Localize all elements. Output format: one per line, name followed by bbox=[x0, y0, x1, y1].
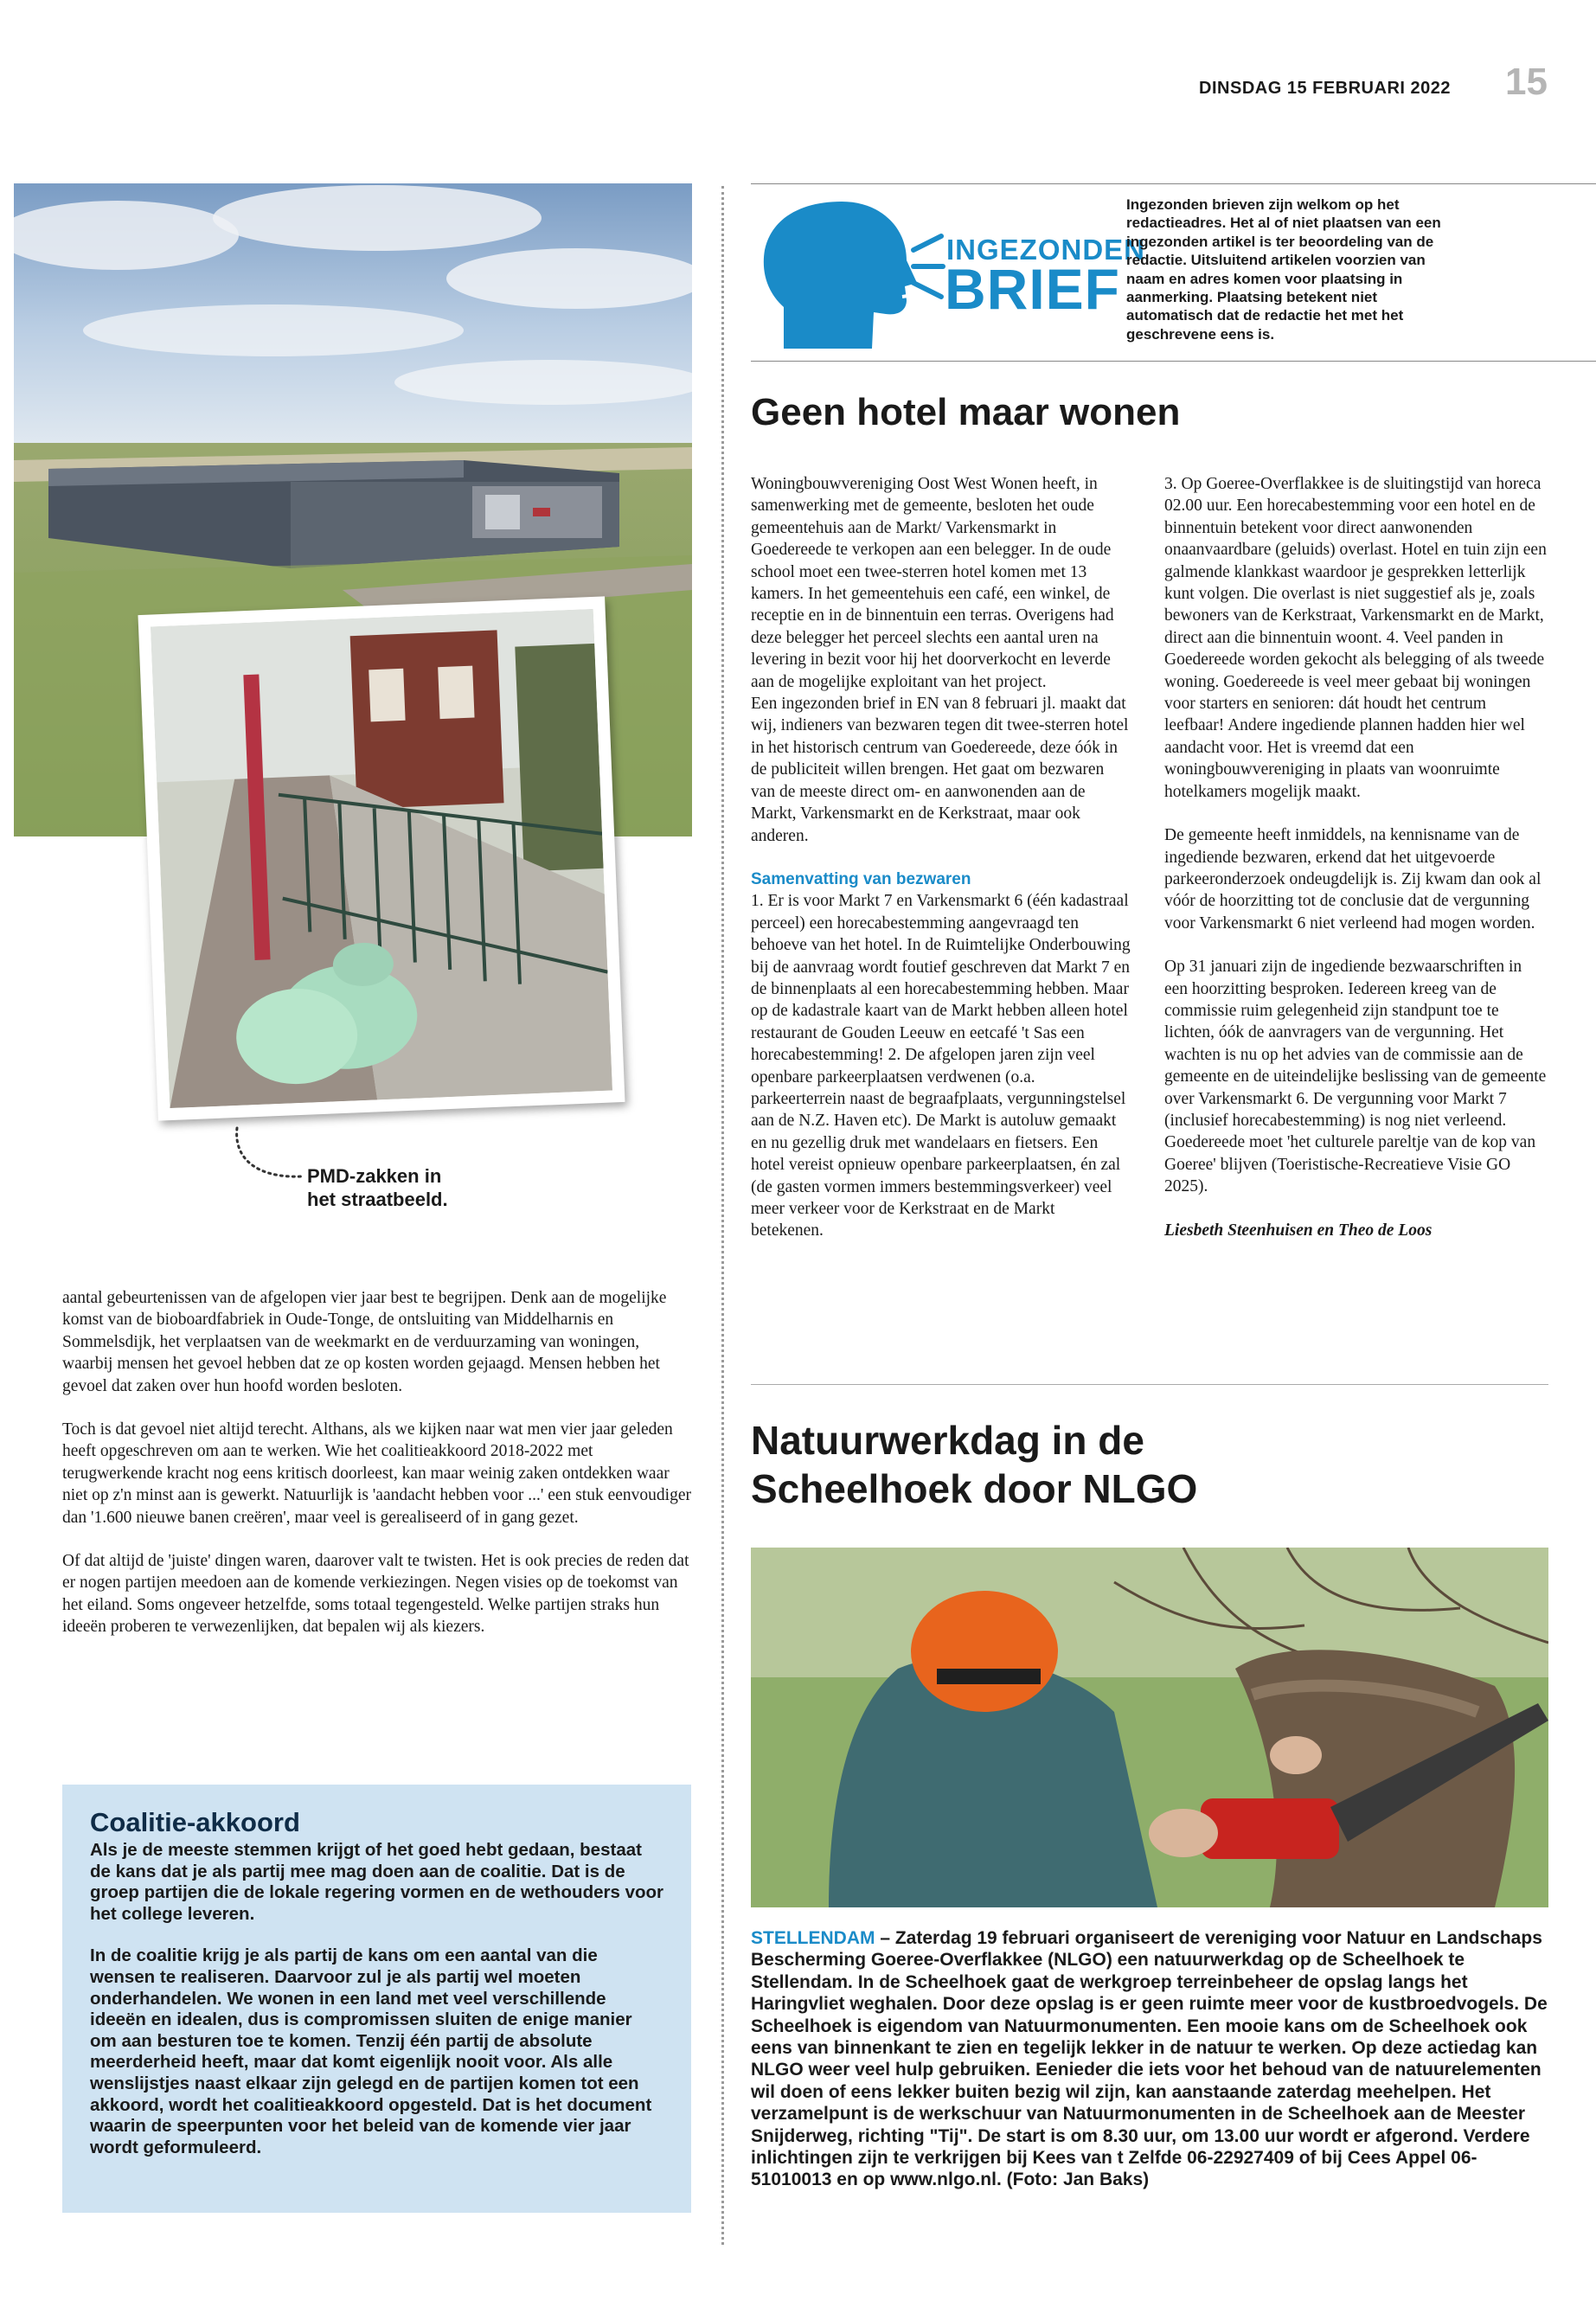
photo-caption-line: het straatbeeld. bbox=[307, 1189, 448, 1210]
caption-arrow-icon bbox=[232, 1125, 310, 1194]
left-article-body bbox=[62, 1287, 694, 1660]
paragraph: Toch is dat gevoel niet altijd terecht. Althans, als we kijken naar wat men vier jaar geleden heeft opgeschreven om aan te werken. Wie het coalitieakkoord 2018-2022 met terugwerkende kracht nog eens kritisch doorleest, kan maar weinig zaken ontdekken waar niet op z'n minst aan is gewerkt. Natuurlijk is 'aandacht hebben voor ...' een stuk eenvoudiger dan '1.600 nieuwe banen creëren', maar veel is gerealiseerd of in gang gezet. bbox=[62, 1420, 691, 1527]
hotel-subhead: Samenvatting van bezwaren bbox=[751, 869, 971, 888]
coalitie-akkoord-box bbox=[62, 1785, 691, 2213]
sound-waves-icon bbox=[907, 228, 950, 305]
hotel-headline: Geen hotel maar wonen bbox=[751, 391, 1181, 433]
pmd-bags-photo bbox=[138, 596, 625, 1120]
natuur-headline: Natuurwerkdag in de Scheelhoek door NLGO bbox=[751, 1418, 1198, 1511]
natuur-article-body bbox=[751, 1927, 1548, 2191]
page-date: DINSDAG 15 FEBRUARI 2022 bbox=[1199, 79, 1451, 98]
article-separator bbox=[751, 1384, 1548, 1385]
page-number: 15 bbox=[1505, 61, 1548, 103]
box-paragraph: In de coalitie krijg je als partij de kans om een aantal van die wensen te realiseren. Daarvoor zul je als partij wel moeten onderhandelen. We wonen in een land met veel verschillende ideeën en idealen, dus is compromissen sluiten de enige manier om aan besturen toe te komen. Tenzij één partij de absolute meerderheid heeft, maar dat komt eigenlijk nooit voor. Als alle wenslijstjes naast elkaar zijn gelegd en de partijen komen tot een akkoord, wordt het coalitieakkoord opgesteld. Dat is het document waarin de speerpunten voor het beleid van de komende vier jaar wordt geformuleerd. bbox=[90, 1945, 652, 2157]
paragraph: 3. Op Goeree-Overflakkee is de sluitingstijd van horeca 02.00 uur. Een horecabestemming voor een hotel en de binnentuin betekent voor direct aanwonenden onaanvaardbare (geluids) overlast. Hotel en tuin zijn een galmende klankkast waardoor je gesprekken letterlijk kunt volgen. Die overlast is niet suggestief als je, zoals bewoners van de Kerkstraat, Varkensmarkt en de Markt, direct aan die binnentuin woont. 4. Veel panden in Goedereede worden gekocht als belegging of als tweede woning. Goedereede is veel meer gebaat bij woningen voor starters en senioren: dát houdt het centrum leefbaar! Andere ingediende plannen hadden hier wel aandacht voor. Het is vreemd dat een woningbouwvereniging in plaats van woonruimte hotelkamers mogelijk maakt. bbox=[1164, 475, 1547, 801]
photo-caption bbox=[307, 1164, 448, 1211]
paragraph: Woningbouwvereniging Oost West Wonen heeft, in samenwerking met de gemeente, besloten het oude gemeentehuis aan de Markt/ Varkensmarkt in Goedereede te verkopen aan een belegger. In de oude school moet een twee-sterren hotel komen met 13 kamers. In het gemeentehuis een café, een winkel, de receptie en in de binnentuin een terras. Overigens had deze belegger het perceel slechts een aantal uren na levering in bezit voor hij het doorverkocht en leverde aan de mogelijke exploitant van het project. bbox=[751, 475, 1114, 691]
paragraph: De gemeente heeft inmiddels, na kennisname van de ingediende bezwaren, erkend dat het uitgevoerde parkeeronderzoek ondeugdelijk is. Zij kwam dan ook al vóór de hoorzitting tot de conclusie dat de vergunning voor Varkensmarkt 6 niet verleend had mogen worden. bbox=[1164, 826, 1542, 933]
paragraph: Een ingezonden brief in EN van 8 februari jl. maakt dat wij, indieners van bezwaren tegen dit twee-sterren hotel in het historisch centrum van Goedereede, deze óók in de publiciteit willen brengen. Het gaat om bezwaren van de meeste direct om- en aanwonenden aan de Markt, Varkensmarkt en de Kerkstraat, maar ook anderen. bbox=[751, 695, 1129, 845]
column-divider bbox=[721, 186, 724, 2245]
brief-logo-line2: BRIEF bbox=[945, 257, 1120, 321]
box-title: Coalitie-akkoord bbox=[90, 1807, 300, 1837]
paragraph: Op 31 januari zijn de ingediende bezwaarschriften in een hoorzitting besproken. Iedereen kreeg van de commissie ruim gelegenheid zijn standpunt toe te lichten, óók de aanvragers van de vergunning. Het wachten is nu op het advies van de commissie aan de gemeente en de uiteindelijke beslissing van de gemeente over Varkensmarkt 6. De vergunning voor Markt 7 (inclusief horecabestemming) is nog niet verleend. Goedereede moet 'het culturele pareltje van de kop van Goeree' blijven (Toeristische-Recreatieve Visie GO 2025). bbox=[1164, 958, 1547, 1196]
hotel-article-column-1 bbox=[751, 473, 1131, 1264]
brief-notice: Ingezonden brieven zijn welkom op het redactieadres. Het al of niet plaatsen van een ingezonden artikel is ter beoordeling van de redactie. Uitsluitend artikelen voorzien van naam en adres komen voor plaatsing in aanmerking. Plaatsing betekent niet automatisch dat de redactie het met het geschrevene eens is. bbox=[1126, 196, 1441, 343]
paragraph: aantal gebeurtenissen van de afgelopen vier jaar best te begrijpen. Denk aan de mogelijke komst van de bioboardfabriek in Oude-Tonge, de ontsluiting van Middelharnis en Sommelsdijk, het verplaatsen van de weekmarkt en de verduurzaming van woningen, waarbij mensen het gevoel hebben dat ze op kosten worden gejaagd. Mensen hebben het gevoel dat zaken over hun hoofd worden besloten. bbox=[62, 1289, 667, 1395]
chainsaw-worker-photo bbox=[751, 1548, 1548, 1907]
hotel-article-column-2 bbox=[1164, 473, 1549, 1263]
article-body-text: – Zaterdag 19 februari organiseert de vereniging voor Natuur en Landschaps Bescherming Goeree-Overflakkee (NLGO) een natuurwerkdag op de Scheelhoek te Stellendam. In de Scheelhoek gaat de werkgroep terreinbeheer de opslag langs het Haringvliet weghalen. Door deze opslag is er geen ruimte meer voor de kustbroedvogels. De Scheelhoek is eigendom van Natuurmonumenten. Een mooie kans om de Scheelhoek ook eens van binnenkant te zien en tegelijk lekker in de natuur te werken. Op deze actiedag kan NLGO weer veel hulp gebruiken. Eenieder die iets voor het behoud van de natuurelementen wil doen of eens lekker buiten bezig wil zijn, kan aanstaande zaterdag meehelpen. Het verzamelpunt is de werkschuur van Natuurmonumenten in de Scheelhoek aan de Meester Snijderweg, richting "Tij". De start is om 8.30 uur, om 13.00 uur wordt er afgerond. Verdere inlichtingen zijn te verkrijgen bij Kees van t Zelfde 06-22927409 of bij Cees Appel 06-51010013 en op www.nlgo.nl. (Foto: Jan Baks) bbox=[751, 1928, 1548, 2190]
article-byline: Liesbeth Steenhuisen en Theo de Loos bbox=[1164, 1221, 1433, 1240]
paragraph: 1. Er is voor Markt 7 en Varkensmarkt 6 (één kadastraal perceel) een horecabestemming aangevraagd ten behoeve van het hotel. In de Ruimtelijke Onderbouwing bij de aanvraag wordt foutief geschreven dat Markt 7 en de binnenplaats al een horecabestemming hebben. Maar op de kadastrale kaart van de Markt hebben alleen hotel restaurant de Gouden Leeuw en eetcafé 't Sas een horecabestemming! 2. De afgelopen jaren zijn veel openbare parkeerplaatsen verdwenen (o.a. parkeerterrein naast de begraafplaats, vergunningstelsel aan de N.Z. Haven etc). De Markt is autoluw gemaakt en nu gezellig druk met wandelaars en fietsers. Een hotel vereist opnieuw openbare parkeerplaatsen, én zal (de gasten vormen immers bestemmingsverkeer) veel meer verkeer voor de Kerkstraat en de Markt betekenen. bbox=[751, 892, 1131, 1240]
paragraph: Of dat altijd de 'juiste' dingen waren, daarover valt te twisten. Het is ook precies de reden dat er nogen partijen meedoen aan de komende verkiezingen. Negen visies op de toekomst van het eiland. Soms ongeveer hetzelfde, soms totaal tegengesteld. Welke partijen straks hun ideeën proberen te verwezenlijken, dat bepalen wij als kiezers. bbox=[62, 1552, 689, 1637]
brief-logo-line1: INGEZONDEN bbox=[946, 234, 1146, 266]
photo-caption-line: PMD-zakken in bbox=[307, 1165, 442, 1187]
dateline: STELLENDAM bbox=[751, 1928, 875, 1948]
box-paragraph: Als je de meeste stemmen krijgt of het goed hebt gedaan, bestaat de kans dat je als partij mee mag doen aan de coalitie. Dat is de groep partijen die de lokale regering vormen en de wethouders voor het college leveren. bbox=[90, 1840, 663, 1924]
